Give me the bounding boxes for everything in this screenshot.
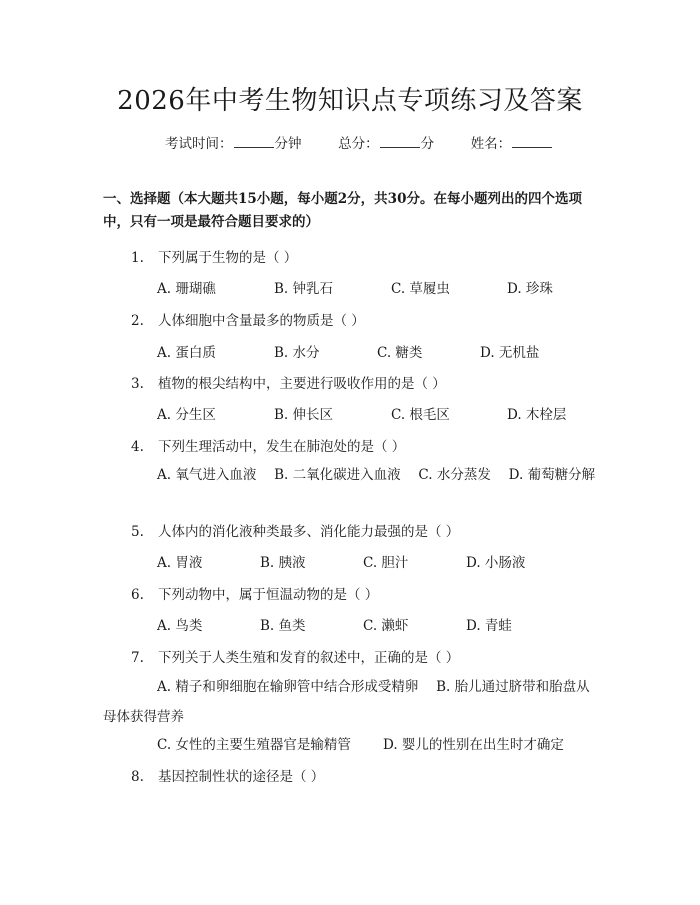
option-c[interactable]: C. 根毛区: [391, 407, 450, 423]
question-number: 3.: [131, 376, 144, 392]
name-blank[interactable]: [512, 135, 552, 148]
question-2: [131, 309, 365, 329]
option-d[interactable]: D. 婴儿的性别在出生时才确定: [383, 737, 564, 753]
question-6: [131, 583, 378, 603]
question-number: 5.: [131, 524, 144, 540]
question-number: 1.: [131, 250, 144, 266]
option-a[interactable]: A. 蛋白质: [157, 345, 216, 361]
option-c[interactable]: C. 女性的主要生殖器官是输精管: [157, 737, 351, 753]
question-number: 6.: [131, 587, 144, 603]
option-b[interactable]: B. 胰液: [260, 555, 306, 571]
question-number: 8.: [131, 769, 144, 785]
option-a[interactable]: A. 分生区: [157, 407, 216, 423]
option-c[interactable]: C. 糖类: [377, 345, 423, 361]
question-1: [131, 246, 297, 266]
score-blank[interactable]: [380, 135, 420, 148]
option-d[interactable]: D. 珍珠: [507, 281, 553, 297]
option-b[interactable]: B. 鱼类: [260, 618, 306, 634]
section-heading: 一、选择题（本大题共15小题，每小题2分，共30分。在每小题列出的四个选项中，只有一项是最符合题目要求的）: [103, 191, 582, 230]
name-label: 姓名：: [470, 136, 512, 152]
question-number: 2.: [131, 313, 144, 329]
time-label: 考试时间：: [165, 136, 233, 152]
question-text: 人体细胞中含量最多的物质是（ ）: [158, 313, 365, 329]
option-a[interactable]: A. 鸟类: [157, 618, 203, 634]
question-number: 7.: [131, 650, 144, 666]
question-text: 人体内的消化液种类最多、消化能力最强的是（ ）: [158, 524, 460, 540]
page-title: 2026年中考生物知识点专项练习及答案: [117, 86, 583, 116]
option-b[interactable]: B. 钟乳石: [274, 281, 334, 297]
exam-info: [165, 132, 553, 152]
question-text: 下列属于生物的是（ ）: [158, 250, 298, 266]
question-5: [131, 520, 459, 540]
time-unit: 分钟: [274, 136, 302, 152]
option-d[interactable]: D. 青蛙: [466, 618, 512, 634]
option-d[interactable]: D. 木栓层: [507, 407, 567, 423]
score-unit: 分: [420, 136, 435, 152]
option-a[interactable]: A. 珊瑚礁: [157, 281, 216, 297]
option-c[interactable]: C. 濑虾: [363, 618, 409, 634]
option-d[interactable]: D. 无机盐: [480, 345, 540, 361]
question-text: 植物的根尖结构中，主要进行吸收作用的是（ ）: [158, 376, 446, 392]
option-c[interactable]: C. 胆汁: [363, 555, 409, 571]
question-3: [131, 372, 446, 392]
question-text: 下列关于人类生殖和发育的叙述中，正确的是（ ）: [158, 650, 460, 666]
option-d[interactable]: D. 小肠液: [466, 555, 526, 571]
question-text: 下列动物中，属于恒温动物的是（ ）: [158, 587, 379, 603]
question-text: 下列生理活动中，发生在肺泡处的是（ ）: [158, 439, 406, 455]
question-8: [131, 765, 324, 785]
question-4: [131, 435, 405, 455]
option-b[interactable]: B. 伸长区: [274, 407, 334, 423]
options-4: A. 氧气进入血液 B. 二氧化碳进入血液 C. 水分蒸发 D. 葡萄糖分解: [157, 467, 596, 483]
option-c[interactable]: C. 草履虫: [391, 281, 450, 297]
option-a[interactable]: A. 胃液: [157, 555, 203, 571]
options-7: A. 精子和卵细胞在输卵管中结合形成受精卵 B. 胎儿通过脐带和胎盘从母体获得营养: [103, 679, 590, 725]
time-blank[interactable]: [234, 135, 274, 148]
option-b[interactable]: B. 水分: [274, 345, 320, 361]
question-number: 4.: [131, 439, 144, 455]
question-text: 基因控制性状的途径是（ ）: [158, 769, 325, 785]
question-7: [131, 646, 459, 666]
score-label: 总分：: [338, 136, 379, 152]
